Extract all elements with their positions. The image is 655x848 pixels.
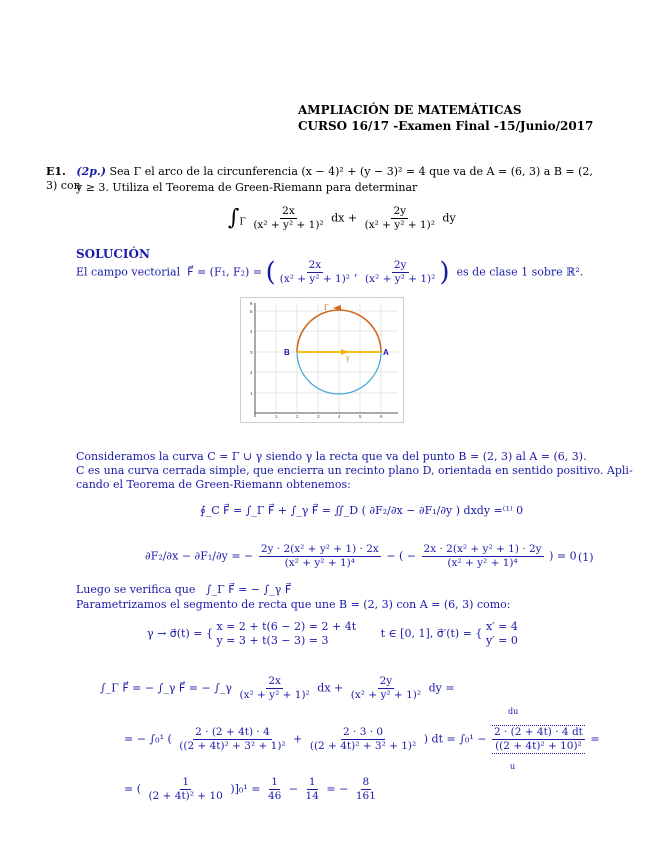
exercise-points: (2p.) xyxy=(76,165,106,178)
integral-frac-2: $\frac{2y}{\text{(x² + y² + 1)²}}$ xyxy=(364,205,435,231)
integral-sign: ∫ xyxy=(228,205,240,231)
calc3-frac-main: $\frac{1}{\text{(2 + 4t)² + 10}}$ xyxy=(148,776,223,802)
paragraph-curve: Consideramos la curva C = Γ ∪ γ siendo γ la recta que va del punto B = (2, 3) al A = (6, 3). xyxy=(76,450,587,463)
svg-text:4: 4 xyxy=(250,329,253,334)
statement-line-1: Sea Γ el arco de la circunferencia (x − 4)² + (y − 3)² = 4 que va de A = (6, 3) a B = (2, 3) con xyxy=(46,165,593,192)
param-left: γ → σ⃗(t) = { xyxy=(147,627,213,640)
calc-line-2 xyxy=(124,725,600,754)
field-frac-1: $\frac{2x}{\text{(x² + y² + 1)²}}$ xyxy=(279,259,351,285)
svg-text:5: 5 xyxy=(359,414,362,419)
integral-frac-1: $\frac{2x}{\text{(x² + y² + 1)²}}$ xyxy=(253,205,324,231)
label-B: B xyxy=(284,348,290,357)
svg-text:2: 2 xyxy=(250,370,253,375)
calc3-minus: − xyxy=(288,782,299,796)
label-gamma-upper: Γ xyxy=(324,303,329,312)
label-A: A xyxy=(383,348,389,357)
eq1-frac-a: $\frac{\text{2y · 2(x² + y² + 1) · 2x}}{\text{(x² + y² + 1)⁴}}$ xyxy=(260,543,379,569)
svg-text:3: 3 xyxy=(317,414,320,419)
calc3-frac-14: $\frac{1}{14}$ xyxy=(305,776,319,802)
calc3-start: = ( xyxy=(124,782,142,796)
param-system: x = 2 + t(6 − 2) = 2 + 4t y = 3 + t(3 − 3) = 3 xyxy=(216,620,357,647)
calc2-frac-2: $\frac{2 \cdot 3 \cdot 0}{\text{((2 + 4t)² + 3² + 1)²}}$ xyxy=(309,726,417,752)
luego-equation: ∫_Γ F⃗ = − ∫_γ F⃗ xyxy=(205,583,292,596)
calc1-frac-1: $\frac{2x}{\text{(x² + y² + 1)²}}$ xyxy=(239,675,310,701)
header-subtitle: CURSO 16/17 -Examen Final -15/Junio/2017 xyxy=(298,119,594,133)
field-pre: El campo vectorial xyxy=(76,265,181,279)
calc3-frac-46: $\frac{1}{46}$ xyxy=(267,776,282,802)
field-frac-2: $\frac{2y}{\text{(x² + y² + 1)²}}$ xyxy=(365,259,436,285)
field-definition: El campo vectorial F⃗ = (F₁, F₂) = ( $\frac{2x}{\text{(x² + y² + 1)²}}$ , $\frac{2y}{\text{(x² + y² + 1)²}}$ ) es de clase 1 sobre ℝ². xyxy=(76,257,584,288)
calc2-start: = − ∫₀¹ ( xyxy=(124,732,172,746)
calc3-frac-result: $\frac{8}{161}$ xyxy=(355,776,376,802)
svg-text:4: 4 xyxy=(338,414,341,419)
field-eq: F⃗ = (F₁, F₂) = xyxy=(187,265,263,279)
svg-text:6: 6 xyxy=(380,414,383,419)
calc2-plus: + xyxy=(293,732,303,746)
calc-line-3 xyxy=(124,776,380,803)
calc2-mid: ) dt = ∫₀¹ − xyxy=(423,732,487,746)
exercise-label: E1. xyxy=(46,165,66,178)
svg-text:1: 1 xyxy=(275,414,278,419)
param-intro: Parametrizamos el segmento de recta que une B = (2, 3) con A = (6, 3) como: xyxy=(76,598,511,611)
paragraph-green: cando el Teorema de Green-Riemann obtenemos: xyxy=(76,478,351,491)
parametrization xyxy=(147,620,518,648)
calc1-end: dy = xyxy=(428,681,455,695)
calc1-start: ∫_Γ F⃗ = − ∫_γ F⃗ = − ∫_γ xyxy=(100,681,232,695)
label-gamma-lower: γ xyxy=(346,353,350,362)
equation-1 xyxy=(145,543,577,570)
eq1-frac-b: $\frac{\text{2x · 2(x² + y² + 1) · 2y}}{\text{(x² + y² + 1)⁴}}$ xyxy=(423,543,542,569)
calc1-mid: dx + xyxy=(317,681,344,695)
green-equation: ∮_C F⃗ = ∫_Γ F⃗ + ∫_γ F⃗ = ∬_D ( ∂F₂/∂x − ∂F₁/∂y ) dxdy =⁽¹⁾ 0 xyxy=(200,504,524,517)
field-post: es de clase 1 sobre ℝ². xyxy=(456,265,584,279)
equation-tag: (1) xyxy=(578,551,594,564)
circle-figure xyxy=(240,297,404,423)
svg-text:2: 2 xyxy=(296,414,299,419)
luego-line xyxy=(76,583,291,597)
calc3-bracket: )]₀¹ = xyxy=(230,782,261,796)
figure-frame xyxy=(241,298,404,423)
eq1-mid: − ( − xyxy=(386,549,417,563)
svg-text:1: 1 xyxy=(250,391,253,396)
param-t: t ∈ [0, 1], σ⃗′(t) = { xyxy=(380,627,483,640)
calc2-frac-3: $\frac{2 \cdot (2 + 4t) \cdot 4 dt}{\text{((2 + 4t)² + 10)²}}$ xyxy=(493,726,583,752)
label-u: u xyxy=(510,762,516,771)
eq1-end: ) = 0 xyxy=(549,549,577,563)
solution-title: SOLUCIÓN xyxy=(76,247,150,261)
svg-text:6: 6 xyxy=(250,301,253,306)
svg-text:3: 3 xyxy=(250,350,253,355)
luego-text: Luego se verifica que xyxy=(76,583,196,596)
calc2-end: = xyxy=(590,732,600,746)
main-integral xyxy=(228,205,456,232)
integral-sub: Γ xyxy=(239,216,246,228)
integral-dx: dx + xyxy=(331,211,358,225)
param-derivative: x′ = 4 y′ = 0 xyxy=(485,620,518,647)
svg-text:5: 5 xyxy=(250,309,253,314)
paragraph-closed: C es una curva cerrada simple, que encierra un recinto plano D, orientada en sentido positivo. Apli- xyxy=(76,464,633,477)
statement-line-2: y ≥ 3. Utiliza el Teorema de Green-Riemann para determinar xyxy=(76,181,418,194)
calc2-frac-1: $\frac{2 \cdot (2 + 4t) \cdot 4}{\text{((2 + 4t)² + 3² + 1)²}}$ xyxy=(179,726,286,752)
calc-line-1 xyxy=(100,675,455,702)
calc1-frac-2: $\frac{2y}{\text{(x² + y² + 1)²}}$ xyxy=(350,675,422,701)
integral-dy: dy xyxy=(442,211,456,225)
calc3-eq: = − xyxy=(326,782,349,796)
eq1-left: ∂F₂/∂x − ∂F₁/∂y = − xyxy=(145,549,254,563)
label-du: du xyxy=(508,707,519,716)
header-title: AMPLIACIÓN DE MATEMÁTICAS xyxy=(298,103,522,117)
